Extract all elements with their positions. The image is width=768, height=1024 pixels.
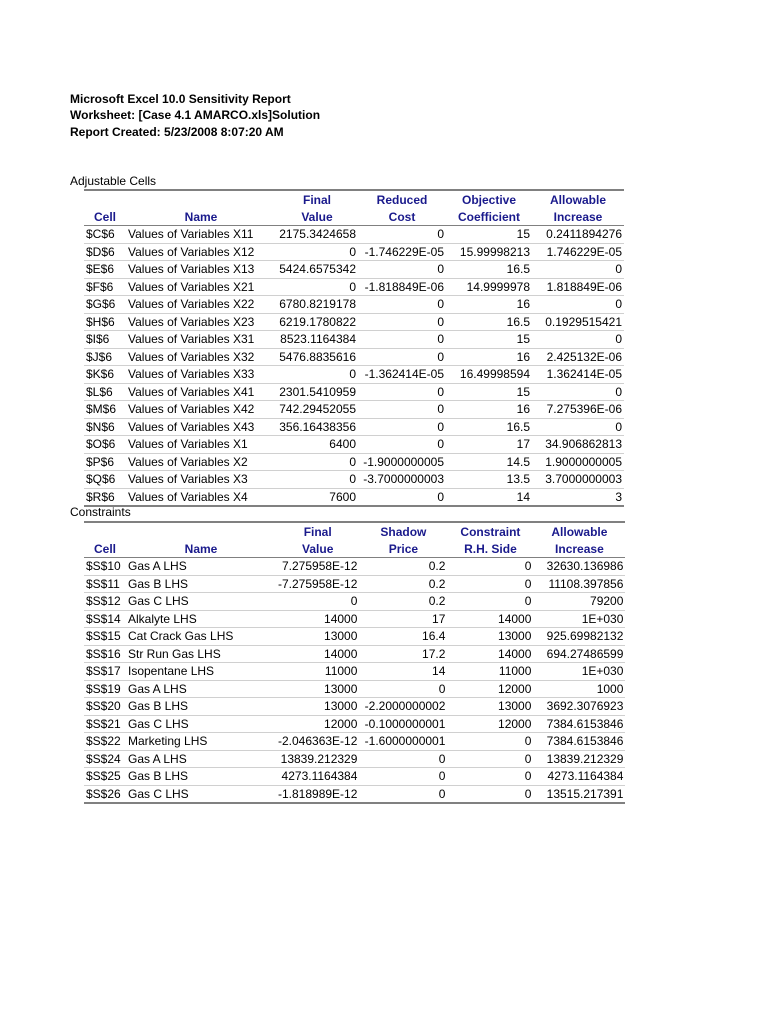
cell-col4: 14 [359, 663, 447, 681]
cell-final-value: 13839.212329 [276, 750, 359, 768]
cell-ref: $Q$6 [84, 471, 126, 489]
column-header [126, 522, 276, 540]
table-row [84, 226, 624, 244]
column-header-name: Name [126, 540, 276, 558]
cell-col5: 0 [447, 575, 533, 593]
cell-col5: 0 [447, 785, 533, 803]
table-row [84, 331, 624, 349]
column-header-constraint: Constraint [447, 522, 533, 540]
cell-ref: $S$16 [84, 645, 126, 663]
cell-ref: $D$6 [84, 243, 126, 261]
cell-col5: 13000 [447, 628, 533, 646]
cell-ref: $E$6 [84, 261, 126, 279]
cell-final-value: 6400 [276, 436, 358, 454]
table-row [84, 750, 625, 768]
cell-col5: 16.49998594 [446, 366, 532, 384]
column-header [126, 190, 276, 208]
column-header-increase: Increase [533, 540, 625, 558]
cell-final-value: -2.046363E-12 [278, 734, 358, 749]
cell-name: Gas C LHS [126, 715, 276, 733]
cell-col5: 16 [446, 401, 532, 419]
table-row [84, 471, 624, 489]
cell-allowable-increase: 1000 [533, 680, 625, 698]
cell-name: Values of Variables X42 [126, 401, 276, 419]
table-row [84, 715, 625, 733]
cell-name: Gas B LHS [126, 698, 276, 716]
cell-final-value: -1.818989E-12 [276, 785, 359, 803]
table-row [84, 785, 625, 803]
report-worksheet: Worksheet: [Case 4.1 AMARCO.xls]Solution [70, 108, 321, 122]
cell-ref: $F$6 [84, 278, 126, 296]
table-row [84, 680, 625, 698]
report-title: Microsoft Excel 10.0 Sensitivity Report [70, 92, 291, 106]
cell-col4: 0.2 [359, 558, 447, 576]
cell-col5: 0 [447, 593, 533, 611]
table-row [84, 278, 624, 296]
cell-allowable-increase: 1E+030 [533, 663, 625, 681]
cell-name: Values of Variables X21 [126, 278, 276, 296]
cell-final-value: 6780.8219178 [276, 296, 358, 314]
cell-name: Values of Variables X1 [126, 436, 276, 454]
cell-col4: 0 [358, 436, 446, 454]
cell-name: Values of Variables X13 [126, 261, 276, 279]
constraints-label: Constraints [70, 505, 131, 519]
cell-final-value: 0 [276, 471, 358, 489]
cell-ref: $H$6 [84, 313, 126, 331]
cell-ref: $G$6 [84, 296, 126, 314]
cell-final-value: 0 [276, 278, 358, 296]
cell-ref: $O$6 [84, 436, 126, 454]
column-header-cell: Cell [84, 540, 126, 558]
table-row [84, 401, 624, 419]
column-header-shadow: Shadow [359, 522, 447, 540]
cell-col4: 0.2 [359, 575, 447, 593]
cell-final-value: 2301.5410959 [276, 383, 358, 401]
cell-col4: -1.9000000005 [358, 453, 446, 471]
cell-name: Values of Variables X11 [126, 226, 276, 244]
cell-allowable-increase: 0.1929515421 [532, 313, 624, 331]
column-header-cell: Cell [84, 208, 126, 226]
cell-name: Values of Variables X31 [126, 331, 276, 349]
cell-ref: $S$19 [84, 680, 126, 698]
cell-ref: $S$15 [84, 628, 126, 646]
table-row [84, 243, 624, 261]
cell-col4: 0 [359, 680, 447, 698]
table-row [84, 453, 624, 471]
cell-final-value: 13000 [276, 628, 359, 646]
adjustable-cells-label: Adjustable Cells [70, 174, 157, 188]
cell-name: Cat Crack Gas LHS [126, 628, 276, 646]
cell-col4: 0 [358, 331, 446, 349]
table-row [84, 313, 624, 331]
table-row [84, 383, 624, 401]
cell-name: Values of Variables X33 [126, 366, 276, 384]
cell-col4: 0 [358, 296, 446, 314]
cell-final-value: 5476.8835616 [276, 348, 358, 366]
cell-allowable-increase: 925.69982132 [533, 628, 625, 646]
cell-name: Values of Variables X41 [126, 383, 276, 401]
cell-col5: 0 [447, 768, 533, 786]
table-row [84, 645, 625, 663]
cell-ref: $S$11 [84, 575, 126, 593]
cell-ref: $C$6 [84, 226, 126, 244]
cell-col5: 16.5 [446, 418, 532, 436]
cell-name: Values of Variables X32 [126, 348, 276, 366]
table-header-row [84, 522, 625, 540]
cell-col4: 0 [358, 313, 446, 331]
cell-ref: $R$6 [84, 488, 126, 506]
column-header-value: Value [276, 208, 358, 226]
cell-col5: 16.5 [446, 313, 532, 331]
cell-final-value: -7.275958E-12 [278, 576, 358, 591]
cell-col4: 0 [358, 401, 446, 419]
cell-ref: $S$20 [84, 698, 126, 716]
table-row [84, 366, 624, 384]
table-row [84, 418, 624, 436]
cell-name: Gas A LHS [126, 680, 276, 698]
cell-final-value: 7600 [276, 488, 358, 506]
cell-col4: -3.7000000003 [358, 471, 446, 489]
cell-col5: 12000 [447, 680, 533, 698]
cell-final-value: 6219.1780822 [276, 313, 358, 331]
cell-name: Gas C LHS [126, 785, 276, 803]
cell-col5: 12000 [447, 715, 533, 733]
cell-allowable-increase: 7.275396E-06 [532, 401, 624, 419]
cell-allowable-increase: 694.27486599 [533, 645, 625, 663]
cell-name: Gas C LHS [126, 593, 276, 611]
table-row [84, 348, 624, 366]
cell-allowable-increase: 4273.1164384 [533, 768, 625, 786]
cell-allowable-increase: 1E+030 [533, 610, 625, 628]
table-row [84, 698, 625, 716]
cell-ref: $S$21 [84, 715, 126, 733]
cell-col5: 17 [446, 436, 532, 454]
cell-final-value: 7.275958E-12 [276, 558, 359, 576]
cell-allowable-increase: 13515.217391 [533, 785, 625, 803]
column-header-allowable: Allowable [532, 190, 624, 208]
cell-ref: $S$25 [84, 768, 126, 786]
cell-allowable-increase: 13839.212329 [533, 750, 625, 768]
cell-name: Values of Variables X2 [126, 453, 276, 471]
column-header-cost: Cost [358, 208, 446, 226]
cell-col4: -1.6000000001 [359, 733, 447, 751]
cell-final-value: 13000 [276, 698, 359, 716]
cell-col5: 13000 [447, 698, 533, 716]
cell-allowable-increase: 79200 [533, 593, 625, 611]
cell-final-value: 12000 [276, 715, 359, 733]
cell-final-value: 13000 [276, 680, 359, 698]
cell-col4: -0.1000000001 [359, 715, 447, 733]
cell-col5: 15 [446, 383, 532, 401]
cell-col5: 14 [446, 488, 532, 506]
cell-allowable-increase: 1.9000000005 [532, 453, 624, 471]
cell-col5: 15 [446, 331, 532, 349]
cell-col5: 13.5 [446, 471, 532, 489]
cell-allowable-increase: 1.746229E-05 [532, 243, 624, 261]
cell-final-value: 742.29452055 [276, 401, 358, 419]
column-header-final: Final [276, 522, 359, 540]
table-row [84, 296, 624, 314]
cell-ref: $S$26 [84, 785, 126, 803]
cell-col5: 16 [446, 348, 532, 366]
cell-allowable-increase: 0 [532, 261, 624, 279]
table-row [84, 610, 625, 628]
cell-col4: -1.746229E-05 [358, 243, 446, 261]
table-row [84, 488, 624, 506]
cell-allowable-increase: 1.362414E-05 [532, 366, 624, 384]
cell-ref: $S$17 [84, 663, 126, 681]
cell-col4: 17 [359, 610, 447, 628]
cell-ref: $S$14 [84, 610, 126, 628]
table-header-row [84, 208, 624, 226]
cell-col5: 14.9999978 [446, 278, 532, 296]
cell-allowable-increase: 3692.3076923 [533, 698, 625, 716]
cell-final-value: 11000 [276, 663, 359, 681]
cell-col5: 14000 [447, 610, 533, 628]
cell-final-value: 0 [276, 366, 358, 384]
column-header-objective: Objective [446, 190, 532, 208]
cell-final-value: 2175.3424658 [276, 226, 358, 244]
cell-col5: 15 [446, 226, 532, 244]
report-created: Report Created: 5/23/2008 8:07:20 AM [70, 125, 284, 139]
cell-allowable-increase: 0 [532, 331, 624, 349]
cell-allowable-increase: 1.818849E-06 [532, 278, 624, 296]
cell-allowable-increase: 34.906862813 [532, 436, 624, 454]
cell-allowable-increase: 2.425132E-06 [532, 348, 624, 366]
cell-name: Values of Variables X23 [126, 313, 276, 331]
cell-col5: 11000 [447, 663, 533, 681]
cell-final-value: 14000 [276, 645, 359, 663]
cell-final-value: 14000 [276, 610, 359, 628]
column-header-rh-side: R.H. Side [447, 540, 533, 558]
column-header [84, 190, 126, 208]
cell-allowable-increase: 11108.397856 [533, 575, 625, 593]
cell-name: Values of Variables X4 [126, 488, 276, 506]
column-header-reduced: Reduced [358, 190, 446, 208]
cell-ref: $L$6 [84, 383, 126, 401]
cell-name: Values of Variables X3 [126, 471, 276, 489]
cell-col4: 0 [358, 383, 446, 401]
cell-col4: 0 [358, 226, 446, 244]
column-header-increase: Increase [532, 208, 624, 226]
cell-final-value: 5424.6575342 [276, 261, 358, 279]
cell-col4: 0 [358, 488, 446, 506]
cell-col4: -1.362414E-05 [358, 366, 446, 384]
column-header-final: Final [276, 190, 358, 208]
cell-ref: $S$22 [84, 733, 126, 751]
cell-name: Alkalyte LHS [126, 610, 276, 628]
cell-allowable-increase: 32630.136986 [533, 558, 625, 576]
cell-name: Gas B LHS [126, 768, 276, 786]
cell-col4: 0.2 [359, 593, 447, 611]
table-row [84, 261, 624, 279]
cell-ref: $S$10 [84, 558, 126, 576]
cell-allowable-increase: 0 [532, 383, 624, 401]
cell-name: Gas A LHS [126, 558, 276, 576]
cell-ref: $I$6 [84, 331, 126, 349]
cell-col5: 14.5 [446, 453, 532, 471]
column-header-price: Price [359, 540, 447, 558]
cell-col4: -2.2000000002 [359, 698, 447, 716]
cell-name: Values of Variables X43 [126, 418, 276, 436]
cell-ref: $P$6 [84, 453, 126, 471]
table-row [84, 663, 625, 681]
cell-col5: 15.99998213 [446, 243, 532, 261]
cell-name: Gas B LHS [126, 575, 276, 593]
cell-final-value: 0 [276, 593, 359, 611]
cell-col4: 0 [359, 785, 447, 803]
cell-final-value: 356.16438356 [276, 418, 358, 436]
table-row [84, 436, 624, 454]
cell-col4: 0 [358, 348, 446, 366]
cell-allowable-increase: 3.7000000003 [532, 471, 624, 489]
table-header-row [84, 190, 624, 208]
cell-col4: 0 [358, 261, 446, 279]
cell-ref: $M$6 [84, 401, 126, 419]
cell-col4: 17.2 [359, 645, 447, 663]
cell-name: Values of Variables X12 [126, 243, 276, 261]
cell-col5: 0 [447, 750, 533, 768]
cell-col4: 16.4 [359, 628, 447, 646]
cell-col5: 16.5 [446, 261, 532, 279]
table-row [84, 593, 625, 611]
cell-col5: 14000 [447, 645, 533, 663]
cell-ref: $K$6 [84, 366, 126, 384]
constraints-table [84, 521, 625, 804]
table-row [84, 768, 625, 786]
cell-col4: -1.818849E-06 [358, 278, 446, 296]
cell-ref: $J$6 [84, 348, 126, 366]
column-header-name: Name [126, 208, 276, 226]
adjustable-cells-table [84, 189, 624, 507]
cell-final-value: 4273.1164384 [276, 768, 359, 786]
cell-col4: 0 [359, 750, 447, 768]
cell-name: Values of Variables X22 [126, 296, 276, 314]
cell-name: Str Run Gas LHS [126, 645, 276, 663]
column-header [84, 522, 126, 540]
column-header-coefficient: Coefficient [446, 208, 532, 226]
cell-col4: 0 [358, 418, 446, 436]
table-header-row [84, 540, 625, 558]
cell-allowable-increase: 7384.6153846 [533, 733, 625, 751]
cell-final-value: 0 [276, 453, 358, 471]
cell-col4: 0 [359, 768, 447, 786]
cell-allowable-increase: 7384.6153846 [533, 715, 625, 733]
column-header-value: Value [276, 540, 359, 558]
cell-name: Isopentane LHS [126, 663, 276, 681]
cell-allowable-increase: 3 [532, 488, 624, 506]
cell-ref: $S$12 [84, 593, 126, 611]
cell-col5: 0 [447, 558, 533, 576]
cell-final-value: 8523.1164384 [276, 331, 358, 349]
cell-ref: $N$6 [84, 418, 126, 436]
cell-col5: 0 [447, 733, 533, 751]
table-row [84, 628, 625, 646]
cell-allowable-increase: 0.2411894276 [532, 226, 624, 244]
cell-allowable-increase: 0 [532, 418, 624, 436]
column-header-allowable: Allowable [533, 522, 625, 540]
table-row [84, 558, 625, 576]
cell-allowable-increase: 0 [532, 296, 624, 314]
table-row [84, 733, 625, 751]
cell-ref: $S$24 [84, 750, 126, 768]
cell-name: Gas A LHS [126, 750, 276, 768]
table-row [84, 575, 625, 593]
cell-final-value: 0 [276, 243, 358, 261]
cell-col5: 16 [446, 296, 532, 314]
cell-name: Marketing LHS [126, 733, 276, 751]
